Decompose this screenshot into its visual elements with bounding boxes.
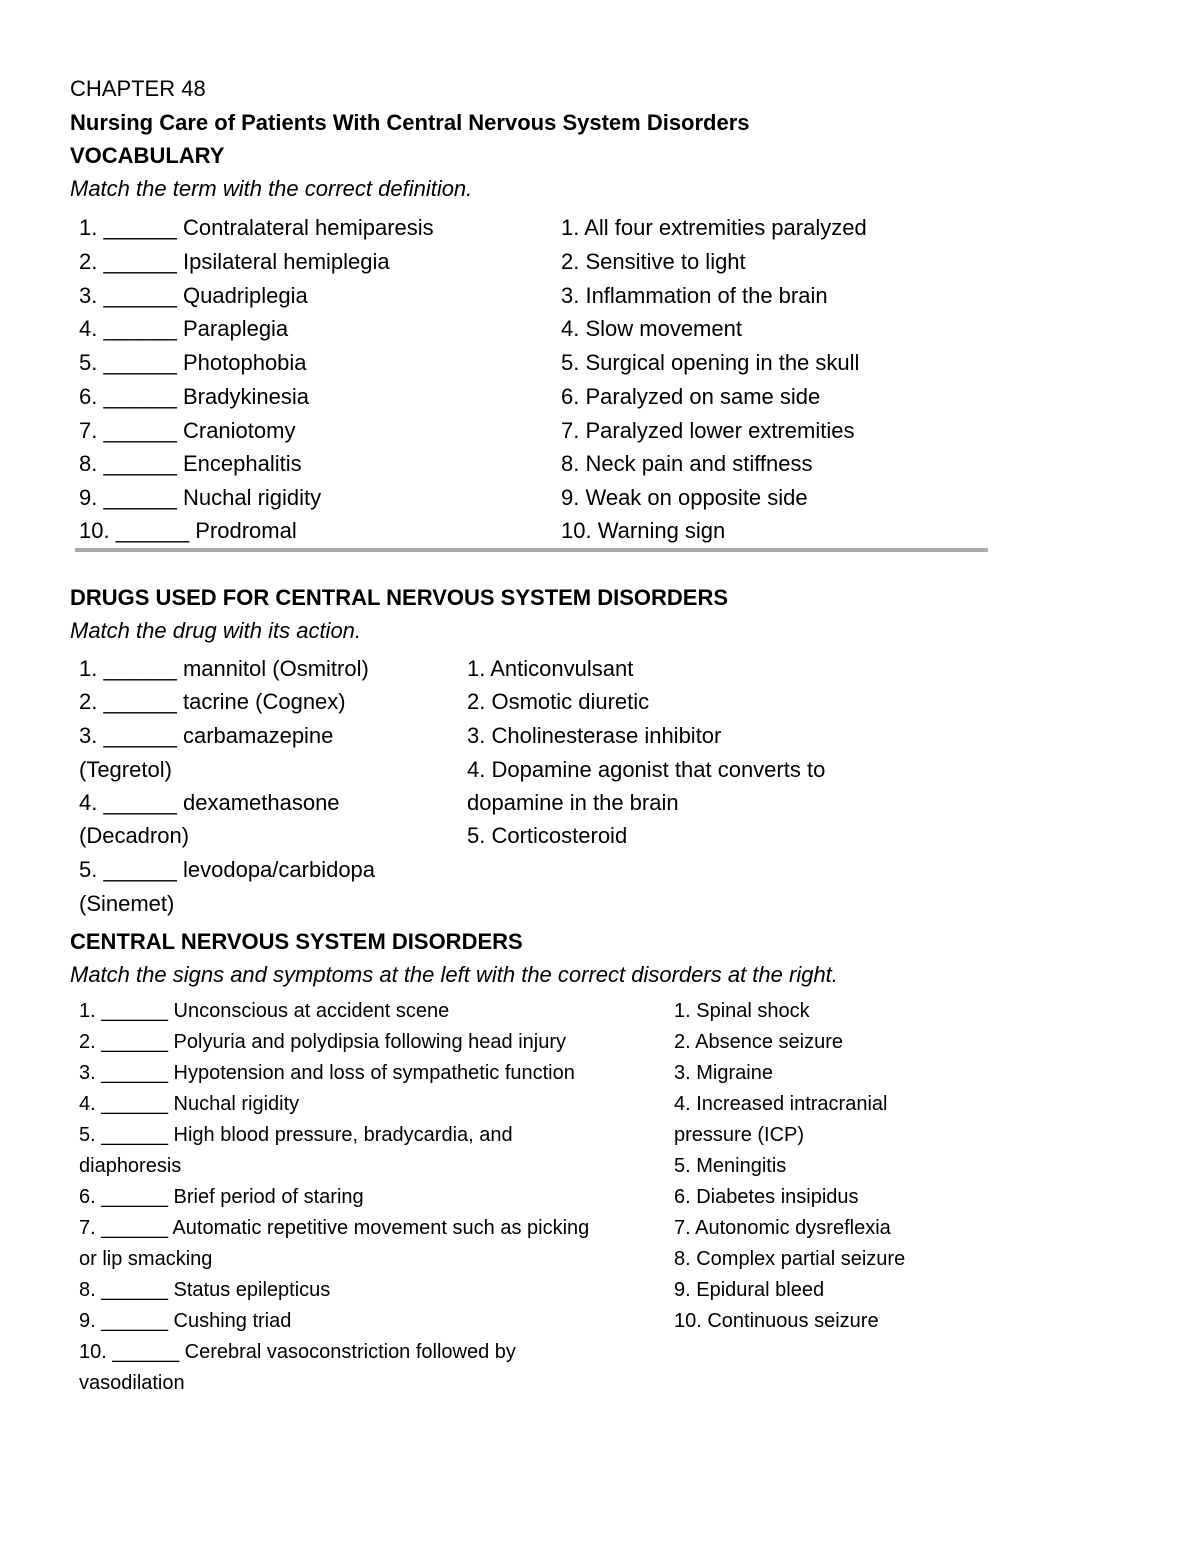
disorder-item: 8. Complex partial seizure	[674, 1248, 906, 1270]
vocab-definition: 3. Inflammation of the brain	[561, 283, 828, 308]
drugs-heading: DRUGS USED FOR CENTRAL NERVOUS SYSTEM DISORDERS	[70, 585, 729, 610]
symptom-item: diaphoresis	[79, 1155, 182, 1177]
vocab-definition: 4. Slow movement	[561, 316, 742, 341]
vocab-term: 7. ______ Craniotomy	[79, 418, 296, 443]
vocab-definition: 6. Paralyzed on same side	[561, 384, 821, 409]
vocab-term: 4. ______ Paraplegia	[79, 316, 289, 341]
drug-item: 1. ______ mannitol (Osmitrol)	[79, 656, 369, 681]
drug-action: 1. Anticonvulsant	[467, 656, 634, 681]
disorder-item: 1. Spinal shock	[674, 1000, 810, 1022]
disorders-instruction: Match the signs and symptoms at the left with the correct disorders at the right.	[70, 962, 838, 987]
symptom-item: 7. ______ Automatic repetitive movement such as picking	[79, 1217, 590, 1239]
vocab-definition: 8. Neck pain and stiffness	[561, 451, 813, 476]
drug-action: 5. Corticosteroid	[467, 823, 628, 848]
vocab-term: 6. ______ Bradykinesia	[79, 384, 309, 409]
drug-item: 3. ______ carbamazepine	[79, 723, 334, 748]
vocab-term: 5. ______ Photophobia	[79, 350, 307, 375]
symptom-item: 6. ______ Brief period of staring	[79, 1186, 364, 1208]
disorder-item: 2. Absence seizure	[674, 1031, 843, 1053]
vocab-definition: 9. Weak on opposite side	[561, 485, 808, 510]
drug-item: (Tegretol)	[79, 757, 172, 782]
symptom-item: vasodilation	[79, 1372, 185, 1394]
vocab-term: 3. ______ Quadriplegia	[79, 283, 308, 308]
symptom-item: 8. ______ Status epilepticus	[79, 1279, 331, 1301]
disorder-item: 9. Epidural bleed	[674, 1279, 825, 1301]
vocab-term: 8. ______ Encephalitis	[79, 451, 302, 476]
drug-item: (Decadron)	[79, 823, 190, 848]
vocab-term: 10. ______ Prodromal	[79, 518, 297, 543]
symptom-item: 10. ______ Cerebral vasoconstriction followed by	[79, 1341, 516, 1363]
vocab-term: 9. ______ Nuchal rigidity	[79, 485, 322, 510]
symptom-item: 2. ______ Polyuria and polydipsia following head injury	[79, 1031, 566, 1053]
drug-item: 2. ______ tacrine (Cognex)	[79, 689, 346, 714]
disorder-item: 7. Autonomic dysreflexia	[674, 1217, 891, 1239]
vocab-definition: 5. Surgical opening in the skull	[561, 350, 860, 375]
disorder-item: 3. Migraine	[674, 1062, 773, 1084]
chapter-title: Nursing Care of Patients With Central Nervous System Disorders	[70, 110, 750, 135]
chapter-label: CHAPTER 48	[70, 76, 206, 101]
drug-action: 3. Cholinesterase inhibitor	[467, 723, 722, 748]
drug-action: 4. Dopamine agonist that converts to	[467, 757, 826, 782]
vocab-definition: 10. Warning sign	[561, 518, 726, 543]
drug-item: (Sinemet)	[79, 891, 175, 916]
disorder-item: 10. Continuous seizure	[674, 1310, 879, 1332]
vocab-definition: 1. All four extremities paralyzed	[561, 215, 867, 240]
symptom-item: 5. ______ High blood pressure, bradycardia, and	[79, 1124, 513, 1146]
disorder-item: 6. Diabetes insipidus	[674, 1186, 859, 1208]
symptom-item: 3. ______ Hypotension and loss of sympathetic function	[79, 1062, 575, 1084]
disorder-item: 4. Increased intracranial	[674, 1093, 888, 1115]
vocab-definition: 2. Sensitive to light	[561, 249, 746, 274]
vocabulary-instruction: Match the term with the correct definition.	[70, 176, 473, 201]
vocab-term: 1. ______ Contralateral hemiparesis	[79, 215, 434, 240]
disorders-heading: CENTRAL NERVOUS SYSTEM DISORDERS	[70, 929, 523, 954]
symptom-item: 4. ______ Nuchal rigidity	[79, 1093, 300, 1115]
disorder-item: pressure (ICP)	[674, 1124, 805, 1146]
drug-item: 5. ______ levodopa/carbidopa	[79, 857, 376, 882]
vocab-definition: 7. Paralyzed lower extremities	[561, 418, 855, 443]
vocab-term: 2. ______ Ipsilateral hemiplegia	[79, 249, 390, 274]
drug-action: dopamine in the brain	[467, 790, 679, 815]
drug-item: 4. ______ dexamethasone	[79, 790, 340, 815]
drugs-instruction: Match the drug with its action.	[70, 618, 362, 643]
symptom-item: or lip smacking	[79, 1248, 213, 1270]
drug-action: 2. Osmotic diuretic	[467, 689, 650, 714]
symptom-item: 1. ______ Unconscious at accident scene	[79, 1000, 450, 1022]
symptom-item: 9. ______ Cushing triad	[79, 1310, 292, 1332]
vocabulary-heading: VOCABULARY	[70, 143, 225, 168]
section-divider	[75, 548, 988, 552]
disorder-item: 5. Meningitis	[674, 1155, 787, 1177]
